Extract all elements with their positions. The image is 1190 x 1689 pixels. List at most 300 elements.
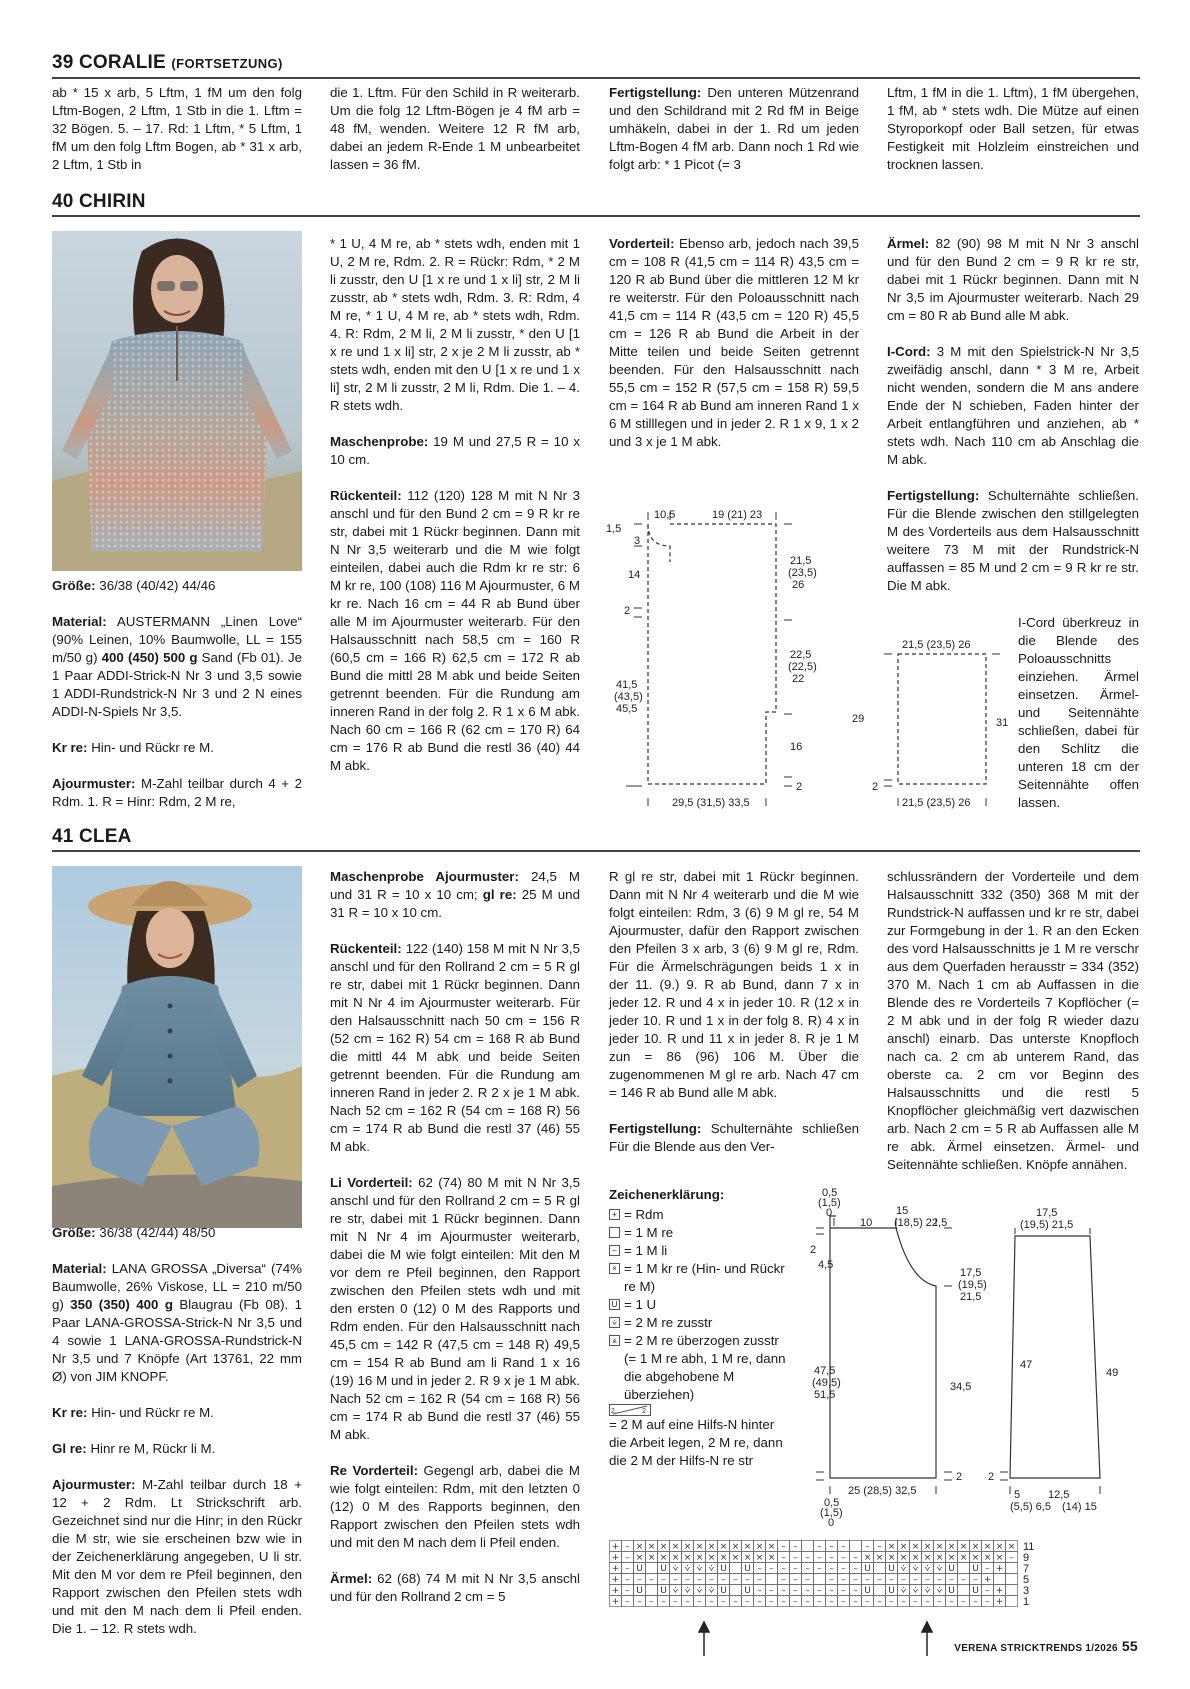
svg-text:(5,5) 6,5: (5,5) 6,5 — [1010, 1501, 1051, 1513]
chart-row-label: 7 — [1023, 1563, 1030, 1575]
chart-symbol: U — [636, 1586, 643, 1596]
sec39-col-4: Lftm, 1 fM in die 1. Lftm), 1 fM übergehen, 1 fM, ab * stets wdh. Die Mütze auf einen Styroporkopf oder Ball setzen, für etwas Festigkeit mit Holzleim einstreichen und trocknen lassen. — [887, 85, 1139, 172]
chart-symbol: × — [911, 1553, 920, 1563]
svg-text:(1,5): (1,5) — [820, 1507, 843, 1519]
k2tog-icon: ⩒ — [609, 1317, 620, 1328]
svg-text:(19,5) 21,5: (19,5) 21,5 — [1020, 1219, 1074, 1231]
symbol-legend — [609, 1186, 794, 1470]
section-39-header — [52, 52, 1140, 79]
chart-symbol: – — [709, 1575, 714, 1585]
sec41-col-2: Maschenprobe Ajourmuster: 24,5 M und 31 R = 10 x 10 cm; gl re: 25 M und 31 R = 10 x 10 cm. Rückenteil: 122 (140) 158 M mit N Nr 3,5 anschl und für den Rollrand 2 cm = 5 R gl re str, dabei mit 1 Rückr beginnen. Dann mit N Nr 4 im Ajourmuster weiterarb. Für den Halsausschnitt nach 50 cm = 156 R (52 cm = 162 R) 54 cm = 168 R ab Bund die mittl 44 M abk und beide Seiten getrennt beenden. Für die Rundung am inneren Rand in jeder 2. R 2 x je 1 M abk. Nach 52 cm = 162 R (54 cm = 168 R) 56 cm = 174 R ab Bund die restl 37 (46) 55 M abk. Li Vorderteil: 62 (74) 80 M mit N Nr 3,5 anschl und für den Rollrand 2 cm = 5 R gl re str, dabei mit 1 Rückr beginnen. Dann mit N Nr 4 im Ajourmuster weiterarb, dabei die M wie folgt einteilen: Mit den M vor dem re Pfeil beginnen, den Rapport zwischen den Pfeilen stets wdh und mit den ersten 0 (12) 0 M des Rapports und Rdm enden. Für den Halsausschnitt nach 45,5 cm = 142 R (47,5 cm = 148 R) 49,5 cm = 154 R ab Bund am li Rand 1 x 16 (19) 16 M und in jeder 2. R 9 x je 1 M abk. Nach 52 cm = 162 R (54 cm = 168 R) 56 cm = 174 R ab Bund die restl 37 (46) 55 M abk. Re Vorderteil: Gegengl arb, dabei die M wie folgt einteilen: Rdm, mit den letzten 0 (12) 0 M des Rapports beginnen, den Rapport zwischen den Pfeilen stets wdh und mit den M nach dem li Pfeil enden. Ärmel: 62 (68) 74 M mit N Nr 3,5 anschl und für den Rollrand 2 cm = 5 — [330, 869, 580, 1604]
chart-symbol: – — [913, 1597, 918, 1607]
svg-text:0,5: 0,5 — [822, 1187, 838, 1199]
chart-symbol: ⩒ — [672, 1564, 679, 1574]
chart-symbol: × — [743, 1553, 752, 1563]
chart-symbol: × — [647, 1542, 656, 1552]
chart-cell — [766, 1574, 778, 1585]
svg-text:51,5: 51,5 — [814, 1389, 836, 1401]
legend-item: = 1 M re — [609, 1224, 794, 1242]
legend-item: + = Rdm — [609, 1206, 794, 1224]
chart-symbol: – — [877, 1542, 882, 1552]
chart-symbol: × — [683, 1542, 692, 1552]
chart-symbol: – — [901, 1575, 906, 1585]
chart-symbol: – — [949, 1575, 954, 1585]
chart-symbol: × — [875, 1553, 884, 1563]
sec39-col-1: ab * 15 x arb, 5 Lftm, 1 fM um den folg Lftm-Bogen, 2 Lftm, 1 Stb in die 1. Lftm = 32 Bögen. 5. – 17. Rd: 1 Lftm, * 5 Lftm, 1 fM um den folg Lftm Bogen, ab * 31 x arb, 2 Lftm, 1 Stb in — [52, 85, 302, 172]
chart-cell — [1006, 1563, 1018, 1574]
chart-symbol: – — [757, 1564, 762, 1574]
chart-symbol: – — [805, 1553, 810, 1563]
chart-symbol: × — [755, 1542, 764, 1552]
chart-symbol: ⩒ — [672, 1586, 679, 1596]
chart-symbol: × — [971, 1553, 980, 1563]
chart-symbol: × — [707, 1553, 716, 1563]
sec39-col-3: Fertigstellung: Den unteren Mützenrand und den Schildrand mit 2 Rd fM in Beige umhäkeln, dabei in der 1. Rd um jeden Lftm-Bogen 4 fM arb. Dann noch 1 Rd wie folgt arb: * 1 Picot (= 3 — [609, 85, 859, 172]
chart-row-label: 5 — [1023, 1574, 1030, 1586]
yarn-over-icon: U — [609, 1299, 620, 1310]
svg-text:0: 0 — [828, 1517, 835, 1529]
chart-symbol: ⩒ — [936, 1586, 943, 1596]
chart-symbol: × — [671, 1553, 680, 1563]
chart-symbol: – — [793, 1575, 798, 1585]
svg-text:41,5: 41,5 — [616, 679, 638, 691]
chart-symbol: × — [959, 1542, 968, 1552]
chart-symbol: – — [829, 1564, 834, 1574]
chart-symbol: × — [995, 1553, 1004, 1563]
chart-cell — [646, 1585, 658, 1596]
chart-symbol: + — [611, 1575, 620, 1585]
chart-cell — [958, 1585, 970, 1596]
chart-symbol: × — [971, 1542, 980, 1552]
chart-symbol: – — [793, 1542, 798, 1552]
chart-symbol: – — [805, 1597, 810, 1607]
chart-symbol: – — [829, 1542, 834, 1552]
chart-symbol: – — [805, 1575, 810, 1585]
chart-symbol: × — [947, 1553, 956, 1563]
chart-symbol: U — [972, 1586, 979, 1596]
chart-symbol: – — [937, 1597, 942, 1607]
svg-text:2: 2 — [956, 1471, 963, 1483]
chart-symbol: – — [973, 1597, 978, 1607]
svg-text:0: 0 — [826, 1207, 833, 1219]
chart-symbol: – — [985, 1597, 990, 1607]
svg-text:14: 14 — [628, 569, 641, 581]
chart-symbol: – — [805, 1586, 810, 1596]
chart-symbol: × — [731, 1542, 740, 1552]
chart-symbol: – — [841, 1542, 846, 1552]
chart-symbol: – — [769, 1586, 774, 1596]
chart-symbol: – — [769, 1597, 774, 1607]
chart-symbol: U — [660, 1564, 667, 1574]
chart-symbol: – — [649, 1575, 654, 1585]
chart-cell — [814, 1574, 826, 1585]
chart-symbol: – — [625, 1542, 630, 1552]
svg-text:47: 47 — [1020, 1359, 1033, 1371]
clea-model-photo — [52, 866, 302, 1228]
section-40-header — [52, 191, 1140, 217]
chart-symbol: – — [817, 1586, 822, 1596]
chart-symbol: – — [637, 1575, 642, 1585]
clea-schematic — [800, 1186, 1140, 1531]
section-39-title: 39 CORALIE — [52, 52, 166, 73]
chart-symbol: – — [649, 1597, 654, 1607]
chart-symbol: × — [767, 1553, 776, 1563]
chart-row-label: 11 — [1023, 1541, 1035, 1553]
chart-symbol: × — [935, 1542, 944, 1552]
edge-stitch-icon: + — [609, 1209, 620, 1220]
chart-symbol: × — [671, 1542, 680, 1552]
sec40-col-1: Größe: 36/38 (40/42) 44/46 Material: AUSTERMANN „Linen Love“ (90% Leinen, 10% Baumwolle, LL = 155 m/50 g) 400 (450) 500 g Sand (Fb 01). Je 1 Paar ADDI-Strick-N Nr 3 und 3,5 sowie 1 ADDI-Rundstrick-N Nr 3 und 2 N eines ADDI-N-Spiels Nr 3,5. Kr re: Hin- und Rückr re M. Ajourmuster: M-Zahl teilbar durch 4 + 2 Rdm. 1. R = Hinr: Rdm, 2 M re, — [52, 578, 302, 809]
chart-symbol: – — [829, 1553, 834, 1563]
chart-symbol: – — [733, 1575, 738, 1585]
chart-cell — [730, 1585, 742, 1596]
chart-symbol: U — [948, 1586, 955, 1596]
chart-symbol: × — [947, 1542, 956, 1552]
chart-symbol: + — [983, 1575, 992, 1585]
svg-text:45,5: 45,5 — [616, 703, 638, 715]
chart-symbol: ⩒ — [924, 1586, 931, 1596]
svg-text:2: 2 — [988, 1471, 995, 1483]
chart-symbol: – — [745, 1575, 750, 1585]
chart-symbol: – — [961, 1575, 966, 1585]
chart-row-label: 1 — [1023, 1596, 1030, 1608]
chart-symbol: ⩒ — [684, 1564, 691, 1574]
chart-cell — [958, 1563, 970, 1574]
chart-row-label: 3 — [1023, 1585, 1030, 1597]
svg-text:29,5 (31,5) 33,5: 29,5 (31,5) 33,5 — [672, 797, 750, 809]
chart-symbol: ⩒ — [924, 1564, 931, 1574]
svg-text:2: 2 — [624, 605, 631, 617]
chart-symbol: – — [853, 1586, 858, 1596]
page-number: 55 — [1121, 1638, 1138, 1654]
chart-symbol: × — [659, 1553, 668, 1563]
chart-symbol: – — [901, 1597, 906, 1607]
svg-text:3: 3 — [634, 535, 641, 547]
chart-symbol: + — [995, 1564, 1004, 1574]
svg-text:22,5: 22,5 — [790, 649, 812, 661]
chart-symbol: – — [625, 1564, 630, 1574]
svg-text:10,5: 10,5 — [654, 509, 676, 521]
chart-symbol: × — [635, 1542, 644, 1552]
chart-row-label: 9 — [1023, 1552, 1030, 1564]
sec41-col-3: R gl re str, dabei mit 1 Rückr beginnen. Dann mit N Nr 4 weiterarb und die M wie folgt einteilen: Rdm, 3 (6) 9 M gl re, 54 M Ajourmuster, dafür den Rapport zwischen den Pfeilen 3 x arb, 3 (6) 9 M gl re, Rdm. Für die Ärmelschrägungen beids 1 x in der 11. (9.) 9. R ab Bund, dann 7 x in jeder 12. R und 4 x in jeder 10. R (12 x in jeder 10. R und 1 x in der folg 8. R) 4 x in jeder 10. R und 11 x in jeder 8. R je 1 M zun = 86 (96) 106 M. Über die zugenommenen M gl re arb. Nach 47 cm = 146 R ab Bund alle M abk. Fertigstellung: Schulternähte schließen Für die Blende aus den Ver- — [609, 869, 859, 1154]
chart-symbol: U — [948, 1564, 955, 1574]
svg-text:(14) 15: (14) 15 — [1062, 1501, 1097, 1513]
chart-symbol: × — [659, 1542, 668, 1552]
chart-symbol: + — [611, 1597, 620, 1607]
chart-symbol: – — [925, 1597, 930, 1607]
chart-symbol: + — [995, 1597, 1004, 1607]
legend-item: 2 2 = 2 M auf eine Hilfs-N hinter die Arbeit legen, 2 M re, dann die 2 M der Hilfs-N re str — [609, 1404, 794, 1470]
chart-symbol: – — [1009, 1553, 1014, 1563]
chart-symbol: U — [660, 1586, 667, 1596]
chart-symbol: – — [757, 1586, 762, 1596]
chart-symbol: × — [911, 1542, 920, 1552]
chart-symbol: – — [961, 1597, 966, 1607]
chart-symbol: × — [695, 1542, 704, 1552]
chart-symbol: – — [673, 1597, 678, 1607]
chart-symbol: – — [853, 1575, 858, 1585]
chart-symbol: – — [781, 1542, 786, 1552]
svg-text:12,5: 12,5 — [1048, 1489, 1070, 1501]
chart-symbol: – — [985, 1564, 990, 1574]
chart-symbol: – — [625, 1597, 630, 1607]
svg-text:29: 29 — [852, 713, 865, 725]
chart-symbol: – — [925, 1575, 930, 1585]
chart-symbol: × — [983, 1553, 992, 1563]
chart-symbol: – — [913, 1575, 918, 1585]
chart-symbol: – — [817, 1597, 822, 1607]
chirin-model-photo — [52, 231, 302, 571]
chart-symbol: ⩒ — [684, 1586, 691, 1596]
section-39-subtitle: (FORTSETZUNG) — [171, 56, 283, 71]
chart-symbol: – — [793, 1586, 798, 1596]
chart-symbol: – — [817, 1542, 822, 1552]
chart-symbol: ⩒ — [912, 1564, 919, 1574]
svg-text:22: 22 — [792, 673, 805, 685]
chart-cell — [802, 1541, 814, 1552]
chart-symbol: – — [625, 1586, 630, 1596]
chart-symbol: × — [695, 1553, 704, 1563]
garter-stitch-icon: × — [609, 1263, 620, 1274]
chart-symbol: × — [899, 1553, 908, 1563]
svg-text:2: 2 — [872, 781, 879, 793]
chart-symbol: × — [923, 1542, 932, 1552]
chart-symbol: – — [793, 1553, 798, 1563]
svg-text:17,5: 17,5 — [960, 1267, 982, 1279]
svg-text:31: 31 — [996, 717, 1009, 729]
chart-symbol: + — [995, 1586, 1004, 1596]
chart-symbol: ⩒ — [708, 1564, 715, 1574]
chart-symbol: + — [611, 1564, 620, 1574]
legend-item: – = 1 M li — [609, 1242, 794, 1260]
chart-symbol: – — [781, 1597, 786, 1607]
chart-symbol: – — [889, 1575, 894, 1585]
chirin-schematic — [606, 502, 1016, 812]
section-41-header — [52, 826, 1140, 852]
chart-symbol: × — [743, 1542, 752, 1552]
chart-symbol: ⩒ — [912, 1586, 919, 1596]
svg-text:2: 2 — [611, 1408, 615, 1415]
svg-text:16: 16 — [790, 741, 803, 753]
chart-symbol: U — [864, 1586, 871, 1596]
chart-symbol: – — [949, 1597, 954, 1607]
chart-symbol: – — [721, 1575, 726, 1585]
chart-symbol: – — [637, 1597, 642, 1607]
chart-cell — [1006, 1596, 1018, 1607]
svg-text:(1,5): (1,5) — [818, 1197, 841, 1209]
svg-text:10: 10 — [860, 1217, 873, 1229]
chart-cell — [730, 1563, 742, 1574]
chart-symbol: – — [937, 1575, 942, 1585]
chart-symbol: – — [697, 1597, 702, 1607]
chart-symbol: × — [887, 1542, 896, 1552]
svg-text:34,5: 34,5 — [950, 1381, 972, 1393]
chart-symbol: – — [853, 1597, 858, 1607]
sec40-col-4: Ärmel: 82 (90) 98 M mit N Nr 3 anschl und für den Bund 2 cm = 9 R kr re str, dabei mit 1 Rückr beginnen. Dann mit N Nr 3,5 im Ajourmuster weiterarb. Nach 29 cm = 80 R ab Bund alle M abk. I-Cord: 3 M mit den Spielstrick-N Nr 3,5 zweifädig anschl, dann * 3 M re, Arbeit nicht wenden, sondern die M ans andere Ende der N schieben, Faden hinter der Arbeit entlangführen und anziehen, ab * stets wdh. Nach 110 cm ab Anschlag die M abk. Fertigstellung: Schulternähte schließen. Für die Blende zwischen den stillgelegten M des Vorderteils aus dem Halsausschnitt weitere 73 M mit der Rundstrick-N auffassen = 85 M und 2 cm = 9 R kr re str. Die M abk. — [887, 236, 1140, 593]
legend-item: ⩓ = 2 M re überzogen zusstr (= 1 M re abh, 1 M re, dann die abgehobene M überziehen) — [609, 1332, 794, 1404]
chart-symbol: – — [781, 1575, 786, 1585]
sec41-col-1: Größe: 36/38 (42/44) 48/50 Material: LANA GROSSA „Diversa“ (74% Baumwolle, 26% Viskose, LL = 210 m/50 g) 350 (350) 400 g Blaugrau (Fb 08). 1 Paar LANA-GROSSA-Strick-N Nr 3,5 und 4 sowie 1 LANA-GROSSA-Rundstrick-N Nr 3,5 und 7 Knöpfe (Art 13761, 22 mm Ø) von JIM KNOPF. Kr re: Hin- und Rückr re M. Gl re: Hinr re M, Rückr li M. Ajourmuster: M-Zahl teilbar durch 18 + 12 + 2 Rdm. Lt Strickschrift arb. Gezeichnet sind nur die Hinr; in den Rückr die M str, wie sie erscheinen bzw wie in der Zeichenerklärung angegeben, U li str. Mit den M vor dem re Pfeil beginnen, den Rapport zwischen den Pfeilen stets wdh und mit den M nach dem li Pfeil enden. Die 1. – 12. R stets wdh. — [52, 1225, 303, 1636]
sec39-col-2: die 1. Lftm. Für den Schild in R weiterarb. Um die folg 12 Lftm-Bögen je 4 fM arb = 48 fM, wenden. Weitere 12 R fM arb, dabei an jedem R-Ende 1 M unbearbeitet lassen = 36 fM. — [330, 85, 580, 172]
chart-symbol: U — [888, 1586, 895, 1596]
legend-item: U = 1 U — [609, 1296, 794, 1314]
chart-symbol: – — [865, 1597, 870, 1607]
chart-symbol: × — [935, 1553, 944, 1563]
svg-text:2: 2 — [642, 1408, 646, 1415]
svg-text:0,5: 0,5 — [824, 1497, 840, 1509]
svg-text:19 (21) 23: 19 (21) 23 — [712, 509, 763, 521]
chart-cell — [850, 1541, 862, 1552]
chart-symbol: – — [661, 1597, 666, 1607]
chart-symbol: – — [817, 1553, 822, 1563]
chart-symbol: – — [781, 1586, 786, 1596]
chart-symbol: U — [636, 1564, 643, 1574]
chart-symbol: ⩒ — [900, 1586, 907, 1596]
chart-symbol: – — [841, 1553, 846, 1563]
chart-symbol: – — [973, 1575, 978, 1585]
chart-symbol: + — [611, 1542, 620, 1552]
chart-symbol: – — [793, 1597, 798, 1607]
chart-symbol: ⩒ — [708, 1586, 715, 1596]
chart-symbol: – — [793, 1564, 798, 1574]
chart-symbol: U — [864, 1564, 871, 1574]
chart-symbol: – — [877, 1575, 882, 1585]
page-footer — [954, 1638, 1138, 1654]
chart-symbol: – — [889, 1597, 894, 1607]
chart-symbol: × — [647, 1553, 656, 1563]
chart-symbol: – — [841, 1586, 846, 1596]
chart-symbol: × — [983, 1542, 992, 1552]
chart-symbol: – — [853, 1553, 858, 1563]
chart-symbol: × — [731, 1553, 740, 1563]
sec40-col-2: * 1 U, 4 M re, ab * stets wdh, enden mit 1 U, 2 M re, Rdm. 2. R = Rückr: Rdm, * 2 M li zusstr, den U [1 x re und 1 x li] str, 2 M li zusstr, ab * stets wdh, Rdm. 3. R: Rdm, 4 M re, * 1 U, 4 M re, ab * stets wdh, Rdm. 4. R: Rdm, 2 M li, 2 M li zusstr, * den U [1 x re und 1 x li] str, 2 x je 2 M li zusstr, ab * stets wdh, enden mit den U [1 x re und 1 x li] str, 2 M li zusstr, 2 M li, Rdm. Die 1. – 4. R stets wdh. Maschenprobe: 19 M und 27,5 R = 10 x 10 cm. Rückenteil: 112 (120) 128 M mit N Nr 3 anschl und für den Bund 2 cm = 9 R kr re str, dabei mit 1 Rückr beginnen. Dann mit N Nr 3,5 weiterarb und die M wie folgt einteilen, dabei auch die Rdm kr re str: 6 M kr re, 100 (108) 116 M Ajourmuster, 6 M kr re. Nach 16 cm = 44 R ab Bund über alle M im Ajourmuster weiterarb. Für den Halsausschnitt nach 58,5 cm = 160 R (60,5 cm = 166 R) 62,5 cm = 172 R ab Bund die mittl 28 M abk und beide Seiten getrennt beenden. Für die Rundung am inneren Rand in der folg 2. R 1 x 6 M abk. Nach 60 cm = 166 R (62 cm = 170 R) 64 cm = 176 R ab Bund die restl 36 (40) 44 M abk. — [330, 236, 580, 773]
chart-symbol: – — [829, 1597, 834, 1607]
chart-symbol: – — [685, 1597, 690, 1607]
chart-symbol: – — [661, 1575, 666, 1585]
chart-symbol: × — [707, 1542, 716, 1552]
chart-symbol: U — [888, 1564, 895, 1574]
chart-symbol: – — [877, 1597, 882, 1607]
chart-symbol: × — [719, 1542, 728, 1552]
chart-symbol: × — [767, 1542, 776, 1552]
magazine-name: VERENA STRICKTRENDS 1/2026 — [954, 1643, 1118, 1654]
chart-symbol: – — [781, 1564, 786, 1574]
chart-cell — [1006, 1574, 1018, 1585]
svg-text:(23,5): (23,5) — [788, 567, 817, 579]
svg-text:4,5: 4,5 — [818, 1259, 834, 1271]
chart-symbol: – — [721, 1597, 726, 1607]
svg-text:47,5: 47,5 — [814, 1365, 836, 1377]
chart-symbol: – — [805, 1564, 810, 1574]
chart-symbol: – — [685, 1575, 690, 1585]
svg-text:21,5 (23,5) 26: 21,5 (23,5) 26 — [902, 797, 971, 809]
chart-symbol: × — [719, 1553, 728, 1563]
chart-symbol: ⩒ — [900, 1564, 907, 1574]
chart-symbol: – — [673, 1575, 678, 1585]
chart-cell — [874, 1563, 886, 1574]
chart-symbol: – — [817, 1564, 822, 1574]
chart-symbol: ⩒ — [696, 1564, 703, 1574]
chart-symbol: – — [841, 1597, 846, 1607]
chart-symbol: – — [841, 1575, 846, 1585]
svg-text:49: 49 — [1106, 1367, 1119, 1379]
chart-symbol: × — [755, 1553, 764, 1563]
svg-text:(22,5): (22,5) — [788, 661, 817, 673]
sec40-col-4-cont: I-Cord überkreuz in die Blende des Poloausschnitts einziehen. Ärmel einsetzen. Ärmel- und Seitennähte schließen, dabei für den Schlitz die unteren 18 cm der Seitennähte offen lassen. — [1018, 615, 1139, 810]
chart-symbol: – — [985, 1586, 990, 1596]
chart-symbol: – — [865, 1542, 870, 1552]
chart-symbol: – — [829, 1575, 834, 1585]
svg-text:21,5 (23,5) 26: 21,5 (23,5) 26 — [902, 639, 971, 651]
svg-text:17,5: 17,5 — [1036, 1207, 1058, 1219]
chart-symbol: × — [887, 1553, 896, 1563]
chart-symbol: – — [781, 1553, 786, 1563]
chart-symbol: × — [635, 1553, 644, 1563]
svg-text:21,5: 21,5 — [960, 1291, 982, 1303]
chart-symbol: – — [853, 1564, 858, 1574]
chart-symbol: – — [829, 1586, 834, 1596]
chart-cell — [994, 1574, 1006, 1585]
chart-symbol: – — [733, 1597, 738, 1607]
chart-symbol: × — [995, 1542, 1004, 1552]
sec40-col-3: Vorderteil: Ebenso arb, jedoch nach 39,5 cm = 108 R (41,5 cm = 114 R) 43,5 cm = 120 R ab Bund über die mittleren 12 M kr re weiterstr. Für den Poloausschnitt nach 41,5 cm = 114 R (43,5 cm = 120 R) 45,5 cm = 126 R ab Bund die Arbeit in der Mitte teilen und beide Seiten getrennt beenden. Für den Halsausschnitt nach 55,5 cm = 152 R (57,5 cm = 158 R) 59,5 cm = 164 R ab Bund am inneren Rand 1 x 6 M stilllegen und in jeder 2. R 1 x 9, 1 x 2 und 3 x je 1 M abk. — [609, 236, 859, 449]
svg-text:21,5: 21,5 — [790, 555, 812, 567]
chart-symbol: – — [769, 1564, 774, 1574]
svg-text:1,5: 1,5 — [606, 523, 622, 535]
chart-symbol: – — [757, 1575, 762, 1585]
chart-symbol: + — [611, 1553, 620, 1563]
chart-cell — [646, 1563, 658, 1574]
chart-symbol: × — [923, 1553, 932, 1563]
svg-text:(18,5) 22,5: (18,5) 22,5 — [894, 1217, 948, 1229]
chart-symbol: U — [744, 1564, 751, 1574]
chart-symbol: ⩒ — [696, 1586, 703, 1596]
skp-icon: ⩓ — [609, 1335, 620, 1346]
chart-symbol: + — [611, 1586, 620, 1596]
knit-stitch-icon — [609, 1227, 620, 1238]
chart-cell — [874, 1585, 886, 1596]
svg-text:25 (28,5) 32,5: 25 (28,5) 32,5 — [848, 1485, 917, 1497]
chart-symbol: – — [709, 1597, 714, 1607]
purl-stitch-icon: – — [609, 1245, 620, 1256]
chart-symbol: – — [625, 1575, 630, 1585]
section-41-title: 41 CLEA — [52, 826, 132, 847]
chart-symbol: – — [757, 1597, 762, 1607]
svg-text:15: 15 — [896, 1205, 909, 1217]
chart-symbol: – — [697, 1575, 702, 1585]
chart-symbol: U — [744, 1586, 751, 1596]
chart-symbol: ⩒ — [936, 1564, 943, 1574]
chart-symbol: U — [720, 1564, 727, 1574]
chart-symbol: × — [1007, 1542, 1016, 1552]
chart-symbol: × — [863, 1553, 872, 1563]
legend-item: × = 1 M kr re (Hin- und Rückr re M) — [609, 1260, 794, 1296]
chart-symbol: × — [683, 1553, 692, 1563]
legend-title: Zeichenerklärung: — [609, 1187, 725, 1202]
svg-text:26: 26 — [792, 579, 805, 591]
sec41-col-4: schlussrändern der Vorderteile und dem Halsausschnitt 332 (350) 368 M mit der Rundstrick-N auffassen und kr re str, dabei zur Formgebung in der 1. R an den Ecken des vord Halsausschnitts je 1 M re verschr aus dem Querfaden herausstr = 334 (352) 370 M. Nach 1 cm ab Auffassen in die Blende des re Vorderteils 7 Kopflöcher (= 2 M abk und in der folg R wieder dazu anschl) einarb. Das unterste Knopfloch nach ca. 2 cm ab unterem Rand, das oberste ca. 2 cm vor Beginn des Halsausschnitts und die restl 5 Knopflöcher gleichmäßig vert dazwischen arb. Nach 2 cm = 5 R ab Auffassen alle M re abk. Ärmel einsetzen. Ärmel- und Seitennähte schließen. Knöpfe annähen. — [887, 869, 1139, 1172]
cable-cross-icon — [609, 1404, 651, 1416]
chart-symbol: × — [899, 1542, 908, 1552]
chart-symbol: – — [865, 1575, 870, 1585]
legend-item: ⩒ = 2 M re zusstr — [609, 1314, 794, 1332]
chart-symbol: – — [745, 1597, 750, 1607]
svg-text:(19,5): (19,5) — [958, 1279, 987, 1291]
chart-symbol: U — [720, 1586, 727, 1596]
chart-symbol: × — [959, 1553, 968, 1563]
section-40-title: 40 CHIRIN — [52, 191, 146, 212]
